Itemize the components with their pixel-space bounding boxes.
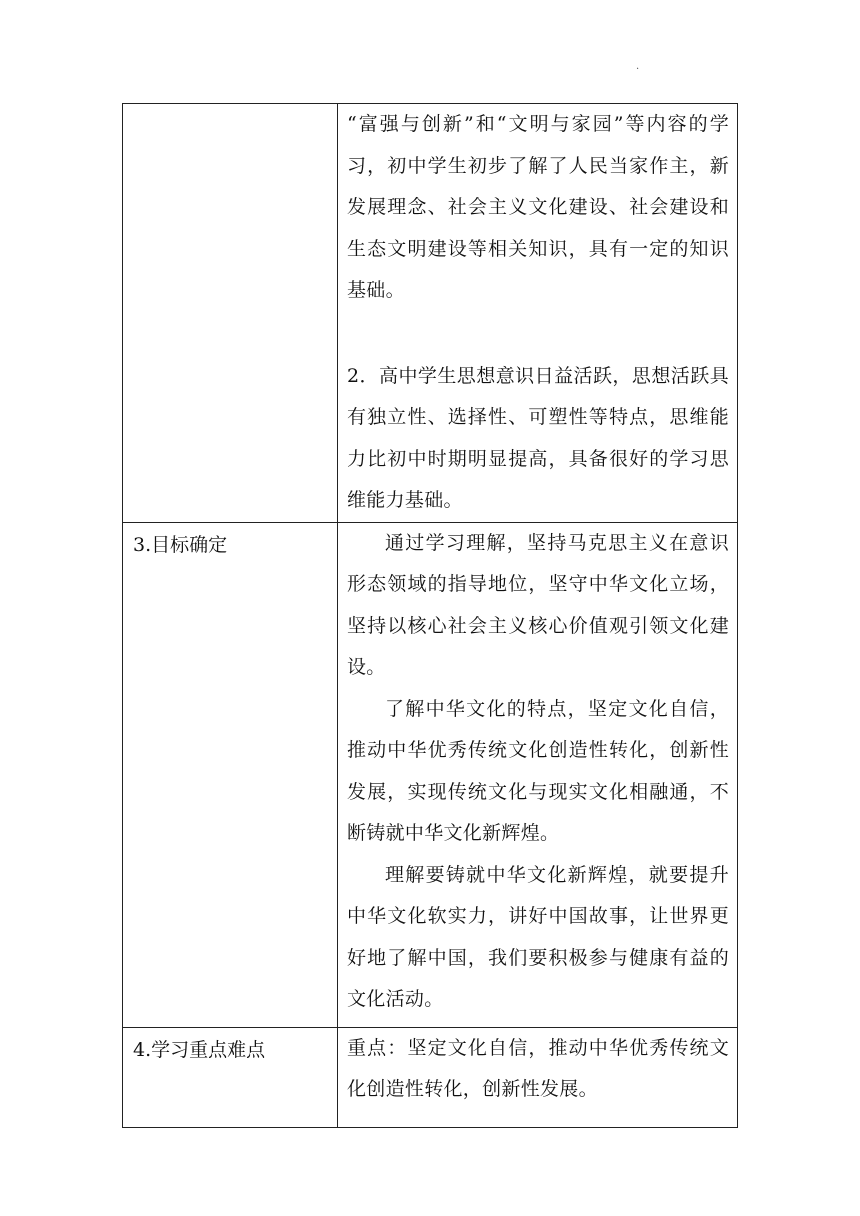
table-row: [123, 104, 738, 523]
row-content: [338, 104, 738, 523]
student-thinking-paragraph: 2．高中学生思想意识日益活跃，思想活跃具有独立性、选择性、可塑性等特点，思维能力比初中时期明显提高，具备很好的学习思维能力基础。: [347, 364, 729, 511]
goal-paragraph: 理解要铸就中华文化新辉煌，就要提升中华文化软实力，讲好中国故事，让世界更好地了解中国，我们要积极参与健康有益的文化活动。: [347, 863, 729, 1010]
row-label: [123, 104, 338, 523]
blank-line: [347, 312, 729, 356]
page-marker: .: [636, 61, 640, 72]
key-points-paragraph: 重点：坚定文化自信，推动中华优秀传统文化创造性转化，创新性发展。: [347, 1036, 729, 1100]
row-label: 3.目标确定: [123, 522, 338, 1027]
row-content: [338, 522, 738, 1027]
row-label: 4.学习重点难点: [123, 1027, 338, 1127]
goal-paragraph: 通过学习理解，坚持马克思主义在意识形态领域的指导地位，坚守中华文化立场，坚持以核心社会主义核心价值观引领文化建设。: [347, 531, 729, 678]
table-row: [123, 1027, 738, 1127]
student-background-paragraph: “富强与创新”和“文明与家园”等内容的学习，初中学生初步了解了人民当家作主，新发展理念、社会主义文化建设、社会建设和生态文明建设等相关知识，具有一定的知识基础。: [347, 113, 729, 301]
goal-paragraph: 了解中华文化的特点，坚定文化自信，推动中华优秀传统文化创造性转化，创新性发展，实现传统文化与现实文化相融通，不断铸就中华文化新辉煌。: [347, 697, 729, 844]
row-content: [338, 1027, 738, 1127]
lesson-plan-table: [122, 103, 738, 1128]
table-row: [123, 522, 738, 1027]
